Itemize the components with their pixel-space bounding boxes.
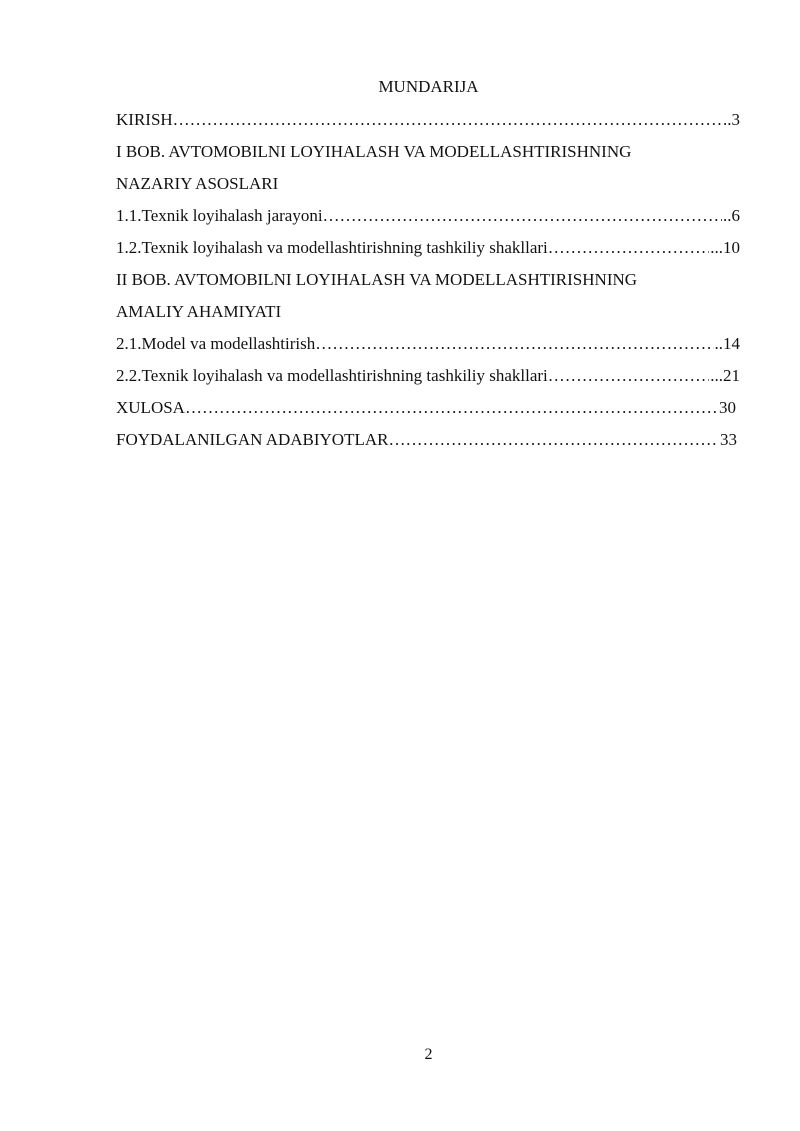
toc-chapter-2-heading-continued[interactable] bbox=[116, 300, 740, 332]
dot-leader bbox=[315, 332, 713, 356]
toc-entry-label: 2.2.Texnik loyihalash va modellashtirishning tashkiliy shakllari bbox=[116, 366, 548, 385]
toc-entry-xulosa[interactable] bbox=[116, 396, 736, 428]
toc-chapter-2-heading[interactable] bbox=[116, 268, 740, 300]
toc-chapter-1-heading-continued[interactable] bbox=[116, 172, 740, 204]
dot-leader bbox=[173, 108, 727, 132]
toc-entry-page: .3 bbox=[727, 110, 740, 129]
dot-leader bbox=[323, 204, 722, 228]
toc-entry-page: 30 bbox=[719, 398, 736, 417]
toc-entry-page: ...21 bbox=[710, 366, 740, 385]
dot-leader bbox=[388, 428, 719, 452]
toc-entry-label: XULOSA bbox=[116, 398, 185, 417]
toc-entry-1-1[interactable] bbox=[116, 204, 740, 236]
toc-chapter-1-heading[interactable] bbox=[116, 140, 740, 172]
toc-entry-page: ..6 bbox=[723, 206, 740, 225]
toc-title: MUNDARIJA bbox=[378, 77, 479, 96]
toc-entry-label: II BOB. AVTOMOBILNI LOYIHALASH VA MODELLASHTIRISHNING bbox=[116, 270, 638, 289]
table-of-contents bbox=[116, 108, 740, 460]
toc-entry-page: ..14 bbox=[714, 334, 740, 353]
dot-leader bbox=[548, 236, 709, 260]
toc-entry-label: 1.1.Texnik loyihalash jarayoni bbox=[116, 206, 323, 225]
toc-entry-label: AMALIY AHAMIYATI bbox=[116, 302, 282, 321]
toc-entry-kirish[interactable] bbox=[116, 108, 740, 140]
toc-entry-label: 2.1.Model va modellashtirish bbox=[116, 334, 316, 353]
page-number: 2 bbox=[424, 1046, 433, 1063]
toc-entry-label: FOYDALANILGAN ADABIYOTLAR bbox=[116, 430, 389, 449]
dot-leader bbox=[548, 364, 709, 388]
toc-entry-label: I BOB. AVTOMOBILNI LOYIHALASH VA MODELLASHTIRISHNING bbox=[116, 142, 632, 161]
toc-entry-label: 1.2.Texnik loyihalash va modellashtirishning tashkiliy shakllari bbox=[116, 238, 548, 257]
toc-entry-label: NAZARIY ASOSLARI bbox=[116, 174, 279, 193]
toc-entry-1-2[interactable] bbox=[116, 236, 740, 268]
toc-entry-2-2[interactable] bbox=[116, 364, 740, 396]
dot-leader bbox=[185, 396, 718, 420]
toc-entry-label: KIRISH bbox=[116, 110, 173, 129]
toc-entry-2-1[interactable] bbox=[116, 332, 740, 364]
toc-entry-page: 33 bbox=[720, 430, 737, 449]
toc-entry-adabiyotlar[interactable] bbox=[116, 428, 737, 460]
toc-entry-page: ...10 bbox=[710, 238, 740, 257]
